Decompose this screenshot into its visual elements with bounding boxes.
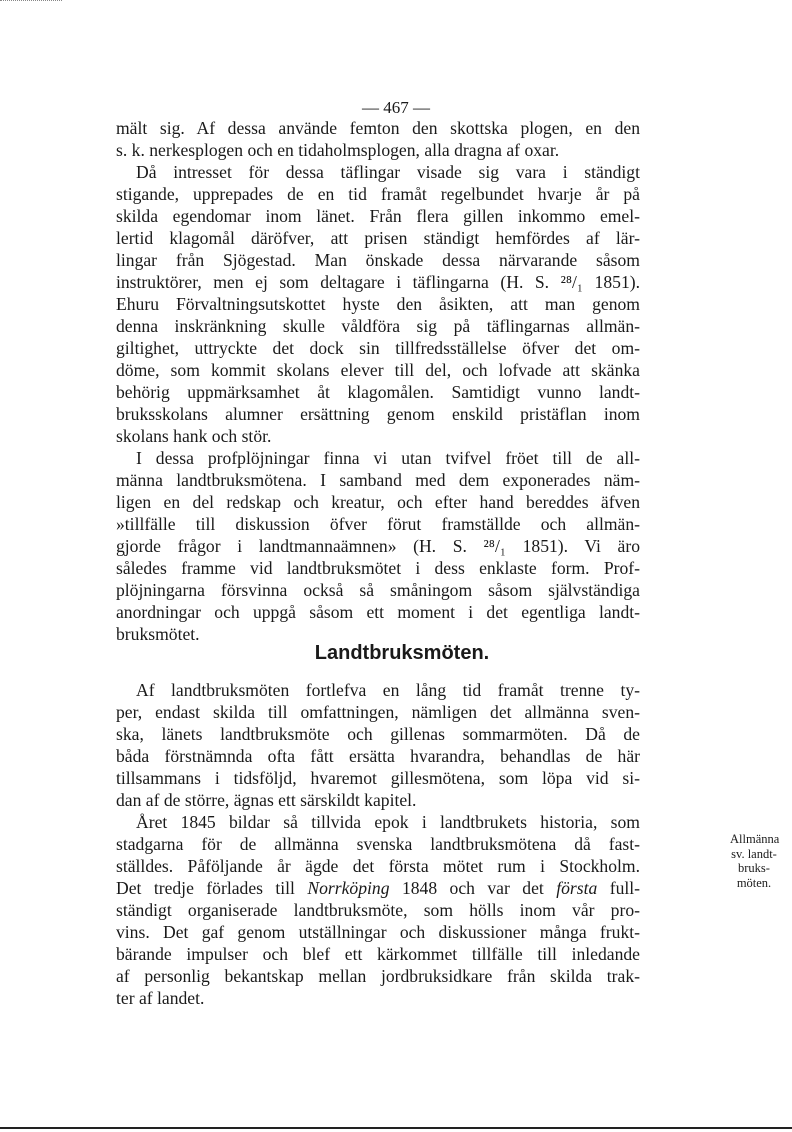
text-line: Af landtbruksmöten fortlefva en lång tid framåt trenne ty-: [136, 680, 640, 700]
text-line: lertid klagomål däröfver, att prisen ständigt hemfördes af lär-: [116, 228, 640, 248]
text-line: ska, länets landtbruksmöte och gillenas sommarmöten. Då de: [116, 724, 640, 744]
italic-text: första: [556, 878, 598, 898]
text-span: 1848 och var det: [389, 878, 557, 898]
margin-note: [730, 832, 778, 890]
text-span: full-: [597, 878, 640, 898]
text-line: stigande, upprepades de en tid framåt regelbundet hvarje år på: [116, 184, 640, 204]
text-line: döme, som kommit skolans elever till del, och lofvade att skänka: [116, 360, 640, 380]
page-number: — 467 —: [362, 98, 430, 117]
italic-text: Norrköping: [307, 878, 390, 898]
text-line: skolans hank och stör.: [116, 426, 272, 446]
text-line: instruktörer, men ej som deltagare i täflingarna (H. S. ²⁸/₁ 1851).: [116, 272, 640, 292]
text-line: bärande impulser och blef ett kärkommet tillfälle till inledande: [116, 944, 640, 964]
text-line: »tillfälle till diskussion öfver förut framställde och allmän-: [116, 514, 640, 534]
text-line: männa landtbruksmötena. I samband med dem exponerades näm-: [116, 470, 640, 490]
text-line: plöjningarna försvinna också så småningom såsom självständiga: [116, 580, 640, 600]
text-line: giltighet, uttryckte det dock sin tillfredsställelse öfver det om-: [116, 338, 640, 358]
text-line: skilda egendomar inom länet. Från flera gillen inkommo emel-: [116, 206, 640, 226]
text-line: Då intresset för dessa täflingar visade sig vara i ständigt: [136, 162, 640, 182]
text-line: Året 1845 bildar så tillvida epok i landtbrukets historia, som: [136, 812, 640, 832]
text-line: anordningar och uppgå såsom ett moment i det egentliga landt-: [116, 602, 640, 622]
text-line: Ehuru Förvaltningsutskottet hyste den åsikten, att man genom: [116, 294, 640, 314]
text-line: ter af landet.: [116, 988, 205, 1008]
section-heading: Landtbruksmöten.: [314, 642, 490, 664]
text-line: gjorde frågor i landtmannaämnen» (H. S. ²⁸/₁ 1851). Vi äro: [116, 536, 640, 556]
text-line: [116, 877, 640, 899]
text-line: ligen en del redskap och kreatur, och efter hand bereddes äfven: [116, 492, 640, 512]
text-line: således framme vid landtbruksmötet i dess enklaste form. Prof-: [116, 558, 640, 578]
margin-note-line: sv. landt-: [731, 846, 777, 861]
margin-note-line: bruks-: [738, 861, 770, 875]
text-line: ständigt organiserade landtbruksmöte, som hölls inom vår pro-: [116, 900, 640, 920]
section-1-text: [116, 117, 640, 645]
text-line: bruksskolans alumner ersättning genom enskild pristäflan inom: [116, 404, 640, 424]
text-line: ställdes. Påföljande år ägde det första mötet rum i Stockholm.: [116, 856, 640, 876]
text-span: Det tredje förlades till: [116, 878, 308, 898]
section-2-text: [116, 679, 640, 1009]
text-line: dan af de större, ägnas ett särskildt kapitel.: [116, 790, 417, 810]
text-line: af personlig bekantskap mellan jordbruksidkare från skilda trak-: [116, 966, 640, 986]
text-line: tillsammans i tidsföljd, hvaremot gillesmötena, som löpa vid si-: [116, 768, 640, 788]
text-line: stadgarna för de allmänna svenska landtbruksmötena då fast-: [116, 834, 640, 854]
text-line: per, endast skilda till omfattningen, nämligen det allmänna sven-: [116, 702, 640, 722]
text-line: I dessa profplöjningar finna vi utan tvifvel fröet till de all-: [136, 448, 640, 468]
margin-note-line: Allmänna: [730, 832, 780, 846]
text-line: s. k. nerkesplogen och en tidaholmsplogen, alla dragna af oxar.: [116, 140, 560, 160]
text-line: bruksmötet.: [116, 624, 200, 644]
page-bottom-rule: [0, 1127, 792, 1129]
text-line: behörig uppmärksamhet åt klagomålen. Samtidigt vunno landt-: [116, 382, 640, 402]
text-line: båda förstnämnda ofta fått ersätta hvarandra, behandlas de här: [116, 746, 640, 766]
text-line: mält sig. Af dessa använde femton den skottska plogen, en den: [116, 118, 640, 138]
text-line: lingar från Sjögestad. Man önskade dessa närvarande såsom: [116, 250, 640, 270]
margin-note-line: möten.: [736, 875, 772, 890]
text-line: vins. Det gaf genom utställningar och diskussioner många frukt-: [116, 922, 640, 942]
scan-edge-mark: [0, 0, 62, 1]
text-line: denna inskränkning skulle våldföra sig på täflingarnas allmän-: [116, 316, 640, 336]
